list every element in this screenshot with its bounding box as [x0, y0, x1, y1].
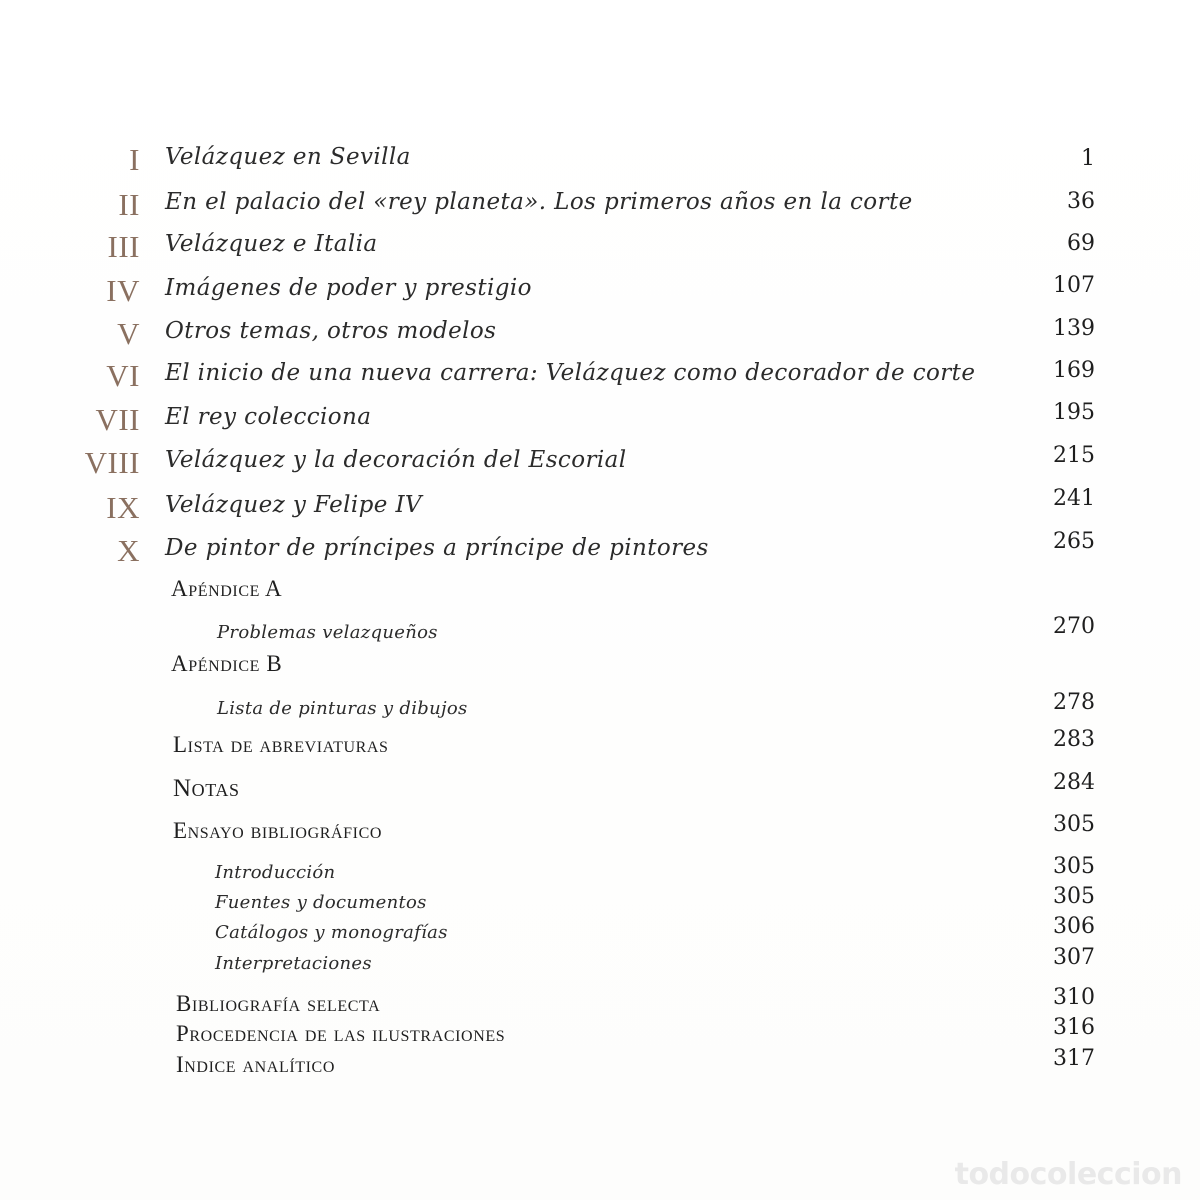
chapter-page-number: 195	[1053, 400, 1095, 425]
section-page-number: 283	[1053, 727, 1095, 752]
appendix-page-number: 278	[1053, 690, 1095, 715]
section-title: Notas	[173, 775, 240, 802]
appendix-page-number: 270	[1053, 614, 1095, 639]
appendix-title: Apéndice A	[171, 576, 283, 601]
chapter-numeral: IX	[106, 490, 140, 525]
appendix-subtitle: Problemas velazqueños	[217, 622, 438, 643]
backmatter-title: Indice analítico	[176, 1052, 335, 1077]
chapter-title: Velázquez e Italia	[165, 231, 378, 257]
chapter-title: Velázquez en Sevilla	[165, 144, 411, 170]
essay-subsection-title: Catálogos y monografías	[215, 922, 448, 943]
chapter-numeral: IV	[106, 273, 140, 308]
chapter-title: El rey colecciona	[165, 404, 372, 430]
essay-subsection-page-number: 306	[1053, 914, 1095, 939]
chapter-title: El inicio de una nueva carrera: Velázquez como decorador de corte	[165, 360, 976, 386]
watermark: todocoleccion	[954, 1157, 1182, 1192]
chapter-page-number: 36	[1067, 189, 1095, 214]
chapter-title: Otros temas, otros modelos	[165, 318, 497, 344]
backmatter-title: Procedencia de las ilustraciones	[176, 1021, 506, 1046]
appendix-title: Apéndice B	[171, 651, 283, 676]
section-page-number: 305	[1053, 812, 1095, 837]
chapter-title: En el palacio del «rey planeta». Los primeros años en la corte	[165, 189, 913, 215]
chapter-page-number: 215	[1053, 443, 1095, 468]
essay-subsection-title: Fuentes y documentos	[215, 892, 427, 913]
chapter-numeral: VII	[95, 402, 140, 437]
section-page-number: 284	[1053, 770, 1095, 795]
chapter-title: Velázquez y la decoración del Escorial	[165, 447, 627, 473]
chapter-page-number: 139	[1053, 316, 1095, 341]
backmatter-page-number: 316	[1053, 1015, 1095, 1040]
backmatter-page-number: 317	[1053, 1046, 1095, 1071]
chapter-page-number: 241	[1053, 486, 1095, 511]
appendix-subtitle: Lista de pinturas y dibujos	[217, 698, 468, 719]
chapter-page-number: 69	[1067, 231, 1095, 256]
chapter-numeral: III	[107, 229, 140, 264]
section-title: Lista de abreviaturas	[173, 732, 389, 757]
chapter-numeral: X	[117, 533, 140, 568]
chapter-page-number: 265	[1053, 529, 1095, 554]
chapter-numeral: VIII	[84, 445, 140, 480]
chapter-numeral: II	[118, 187, 140, 222]
backmatter-page-number: 310	[1053, 985, 1095, 1010]
chapter-title: Velázquez y Felipe IV	[165, 492, 422, 518]
chapter-title: De pintor de príncipes a príncipe de pintores	[165, 535, 709, 561]
chapter-page-number: 107	[1053, 273, 1095, 298]
essay-subsection-title: Interpretaciones	[215, 953, 372, 974]
essay-subsection-page-number: 307	[1053, 945, 1095, 970]
chapter-numeral: V	[117, 316, 140, 351]
essay-subsection-page-number: 305	[1053, 884, 1095, 909]
chapter-page-number: 1	[1081, 146, 1095, 171]
essay-subsection-title: Introducción	[215, 862, 336, 883]
backmatter-title: Bibliografía selecta	[176, 991, 381, 1016]
chapter-page-number: 169	[1053, 358, 1095, 383]
chapter-numeral: I	[129, 142, 140, 177]
section-title: Ensayo bibliográfico	[173, 818, 383, 843]
chapter-title: Imágenes de poder y prestigio	[165, 275, 532, 301]
chapter-numeral: VI	[106, 358, 140, 393]
essay-subsection-page-number: 305	[1053, 854, 1095, 879]
